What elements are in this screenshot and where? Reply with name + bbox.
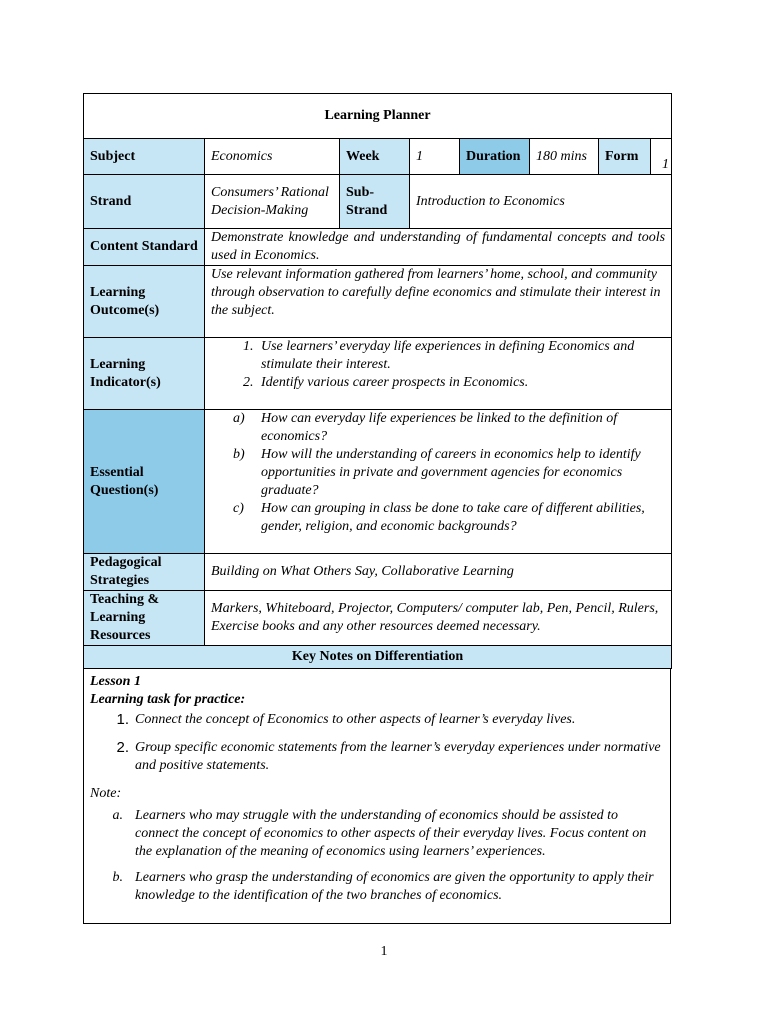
essential-questions-cell — [205, 410, 672, 554]
differentiation-body — [83, 669, 671, 924]
planner-title: Learning Planner — [84, 94, 672, 139]
page-number: 1 — [380, 944, 388, 959]
task-list — [90, 711, 662, 775]
strand-value: Consumers’ Rational Decision-Making — [205, 175, 340, 229]
learning-outcomes-label: Learning Outcome(s) — [84, 266, 205, 338]
learning-indicators-list — [211, 338, 665, 392]
duration-value: 180 mins — [530, 139, 599, 175]
form-value: 1 — [651, 139, 672, 175]
learning-indicators-label: Learning Indicator(s) — [84, 338, 205, 410]
pedagogical-label: Pedagogical Strategies — [84, 554, 205, 591]
list-item: a) How can everyday life experiences be linked to the definition of economics? — [233, 411, 618, 444]
note-list — [90, 807, 662, 905]
note-label: Note: — [90, 786, 122, 801]
list-item: 1. Connect the concept of Economics to other aspects of learner’s everyday lives. — [116, 711, 576, 728]
content-standard-value: Demonstrate knowledge and understanding of fundamental concepts and tools used in Economics. — [205, 229, 672, 266]
lesson-title: Lesson 1 — [90, 674, 141, 689]
differentiation-heading: Key Notes on Differentiation — [84, 646, 672, 669]
list-item: b) How will the understanding of careers in economics help to identify opportunities in private and government agencies for economics graduate? — [233, 447, 641, 498]
essential-questions-label: Essential Question(s) — [84, 410, 205, 554]
list-item: 2. Identify various career prospects in Economics. — [257, 374, 665, 392]
learning-indicators-list-cell — [205, 338, 672, 410]
form-label: Form — [599, 139, 651, 175]
planner-table — [83, 93, 672, 669]
subject-label: Subject — [84, 139, 205, 175]
week-value: 1 — [410, 139, 460, 175]
list-item: 1. Use learners’ everyday life experiences in defining Economics and stimulate their interest. — [257, 338, 665, 374]
duration-label: Duration — [460, 139, 530, 175]
resources-label: Teaching & Learning Resources — [84, 591, 205, 646]
essential-questions-list — [211, 410, 665, 536]
learning-outcomes-value: Use relevant information gathered from learners’ home, school, and community through observation to carefully define economics and stimulate their interest in the subject. — [205, 266, 672, 338]
resources-value: Markers, Whiteboard, Projector, Computers/ computer lab, Pen, Pencil, Rulers, Exercise books and any other resources deemed necessary. — [205, 591, 672, 646]
subject-value: Economics — [205, 139, 340, 175]
sub-strand-value: Introduction to Economics — [410, 175, 672, 229]
strand-label: Strand — [84, 175, 205, 229]
week-label: Week — [340, 139, 410, 175]
task-heading: Learning task for practice: — [90, 692, 246, 707]
learning-planner — [83, 93, 671, 924]
sub-strand-label: Sub-Strand — [340, 175, 410, 229]
content-standard-label: Content Standard — [84, 229, 205, 266]
list-item: 2. Group specific economic statements from the learner’s everyday experiences under normative and positive statements. — [116, 739, 661, 773]
pedagogical-value: Building on What Others Say, Collaborative Learning — [205, 554, 672, 591]
list-item: c) How can grouping in class be done to take care of different abilities, gender, religion, and economic backgrounds? — [233, 501, 645, 534]
list-item: a. Learners who may struggle with the understanding of economics should be assisted to connect the concept of economics to other aspects of their everyday lives. Focus content on the explanation of the meaning of economics using learners’ experiences. — [112, 808, 647, 859]
list-item: b. Learners who grasp the understanding of economics are given the opportunity to apply their knowledge to the identification of the two branches of economics. — [112, 870, 654, 903]
